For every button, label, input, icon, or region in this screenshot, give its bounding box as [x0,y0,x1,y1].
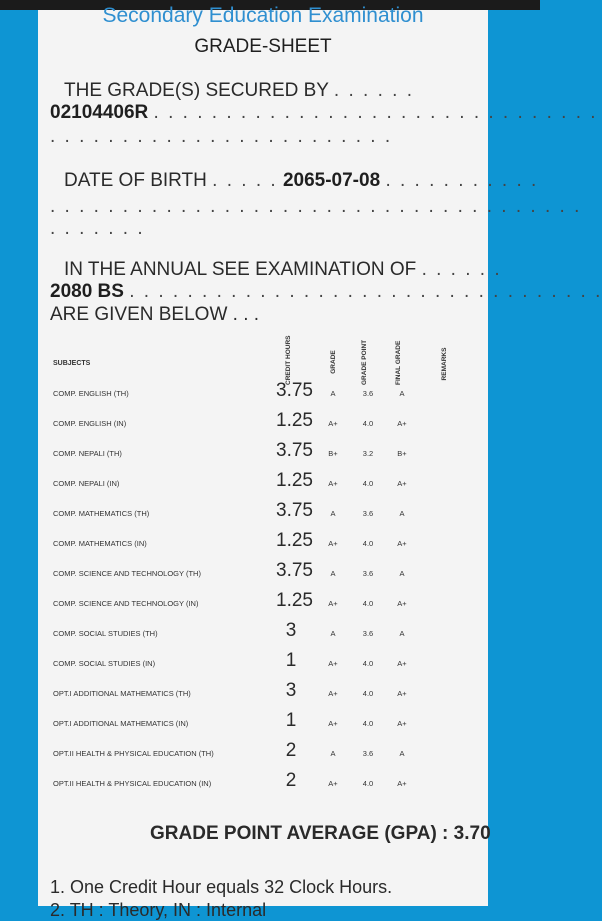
subjects-header: SUBJECTS [53,360,91,367]
note-abbreviations: 2. TH : Theory, IN : Internal [50,900,267,920]
grade-point-cell: 4.0 [362,539,374,548]
grade-point-cell: 4.0 [362,719,374,728]
subject-cell: COMP. ENGLISH (IN) [53,419,127,428]
grade-point-cell: 3.6 [362,569,374,578]
subject-cell: COMP. NEPALI (IN) [53,479,120,488]
subject-cell: COMP. SOCIAL STUDIES (TH) [53,629,158,638]
final-grade-cell: A [399,629,405,638]
symbol-line [50,102,598,124]
note-credit-hour: 1. One Credit Hour equals 32 Clock Hours. [50,877,393,897]
table-row [38,468,488,498]
final-grade-cell: A [399,389,405,398]
grade-cell: A+ [328,719,338,728]
subject-cell: COMP. MATHEMATICS (IN) [53,539,147,548]
dots-line [50,196,581,218]
grade-point-cell: 4.0 [362,659,374,668]
grade-point-cell: 4.0 [362,599,374,608]
dots: . . . . . . . . . . . . . . . . . . . . . . . . . . . . . . . . . [129,281,602,302]
grade-cell: A+ [328,419,338,428]
final-grade-cell: A+ [397,779,407,788]
credit-hours-cell: 1.25 [276,530,313,551]
given-below: ARE GIVEN BELOW . . . [50,304,260,325]
grade-header: GRADE [330,350,337,374]
table-row [38,498,488,528]
credit-hours-cell: 1 [285,650,297,671]
exam-line [64,259,502,281]
exam-title: Secondary Education Examination [102,4,424,27]
grade-cell: A [330,389,336,398]
final-grade-cell: A+ [397,479,407,488]
final-grade-cell: A+ [397,659,407,668]
dots-line [50,126,392,148]
grade-cell: A+ [328,689,338,698]
final-grade-cell: B+ [397,449,407,458]
table-row [38,678,488,708]
final-grade-cell: A [399,509,405,518]
grade-cell: A [330,509,336,518]
subject-cell: OPT.I ADDITIONAL MATHEMATICS (IN) [53,719,189,728]
grade-sheet-document [38,4,602,920]
credit-hours-header: CREDIT HOURS [285,335,292,385]
table-row [38,528,488,558]
grade-point-cell: 4.0 [362,689,374,698]
credit-hours-cell: 2 [285,770,297,791]
final-grade-cell: A+ [397,539,407,548]
grade-cell: A+ [328,659,338,668]
final-grade-cell: A [399,749,405,758]
credit-hours-cell: 1 [285,710,297,731]
subject-cell: COMP. MATHEMATICS (TH) [53,509,150,518]
exam-year-line [50,281,602,303]
sheet-title: GRADE-SHEET [194,36,332,57]
subject-cell: OPT.II HEALTH & PHYSICAL EDUCATION (IN) [53,779,212,788]
grade-point-cell: 3.6 [362,629,374,638]
credit-hours-cell: 2 [285,740,297,761]
final-grade-cell: A+ [397,419,407,428]
final-grade-header: FINAL GRADE [395,340,402,385]
subject-cell: COMP. ENGLISH (TH) [53,389,129,398]
dots-line [50,218,145,240]
dob-line [64,170,538,192]
credit-hours-cell: 3.75 [276,560,313,581]
credit-hours-cell: 1.25 [276,470,313,491]
grade-cell: A+ [328,599,338,608]
exam-year: 2080 BS [50,281,124,302]
grade-point-cell: 4.0 [362,779,374,788]
subject-cell: OPT.I ADDITIONAL MATHEMATICS (TH) [53,689,191,698]
dob-label: DATE OF BIRTH [64,170,207,191]
final-grade-cell: A [399,569,405,578]
table-row [38,408,488,438]
grade-point-cell: 3.6 [362,389,374,398]
table-row [38,438,488,468]
table-row [38,648,488,678]
credit-hours-cell: 1.25 [276,590,313,611]
table-row [38,708,488,738]
grade-cell: A [330,569,336,578]
final-grade-cell: A+ [397,599,407,608]
dots: . . . . . . . . . . . . . . . . . . . . . . . . . . . . . . . [153,102,598,123]
grade-cell: B+ [328,449,338,458]
table-row [38,618,488,648]
grade-point-header: GRADE POINT [361,339,368,385]
credit-hours-cell: 1.25 [276,410,313,431]
table-row [38,738,488,768]
final-grade-cell: A+ [397,689,407,698]
grade-point-cell: 4.0 [362,479,374,488]
exam-label: IN THE ANNUAL SEE EXAMINATION OF [64,259,417,280]
credit-hours-cell: 3.75 [276,500,313,521]
dots: . . . . . . . . . . . . . . . . . . . . . . . . [50,126,393,147]
grade-point-cell: 3.6 [362,749,374,758]
remarks-header: REMARKS [441,347,448,381]
table-row [38,768,488,798]
subject-cell: COMP. SCIENCE AND TECHNOLOGY (TH) [53,569,201,578]
subject-cell: OPT.II HEALTH & PHYSICAL EDUCATION (TH) [53,749,214,758]
grade-cell: A+ [328,779,338,788]
subject-cell: COMP. SOCIAL STUDIES (IN) [53,659,156,668]
dots: . . . . . . [421,259,502,280]
dots: . . . . . . . . . . . . . . . . . . . . . . . . . . . . . . . . . . . . . [50,196,582,217]
dob-value: 2065-07-08 [282,170,381,191]
secured-by-line [64,80,414,102]
gpa-summary: GRADE POINT AVERAGE (GPA) : 3.70 [150,823,491,844]
credit-hours-cell: 3 [285,680,297,701]
table-row [38,558,488,588]
dots: . . . . . [212,170,278,191]
grade-point-cell: 3.6 [362,509,374,518]
subject-cell: COMP. NEPALI (TH) [53,449,122,458]
table-row [38,378,488,408]
credit-hours-cell: 3.75 [276,440,313,461]
credit-hours-cell: 3 [285,620,297,641]
grade-point-cell: 3.2 [362,449,374,458]
grade-cell: A+ [328,479,338,488]
grade-cell: A+ [328,539,338,548]
table-row [38,588,488,618]
grade-cell: A [330,629,336,638]
grade-point-cell: 4.0 [362,419,374,428]
symbol-number: 02104406R [50,102,149,123]
dots: . . . . . . . [50,218,145,239]
dots: . . . . . . [333,80,414,101]
grade-cell: A [330,749,336,758]
final-grade-cell: A+ [397,719,407,728]
subject-cell: COMP. SCIENCE AND TECHNOLOGY (IN) [53,599,199,608]
dots: . . . . . . . . . . . [385,170,539,191]
credit-hours-cell: 3.75 [276,380,313,401]
secured-by-label: THE GRADE(S) SECURED BY [64,80,329,101]
